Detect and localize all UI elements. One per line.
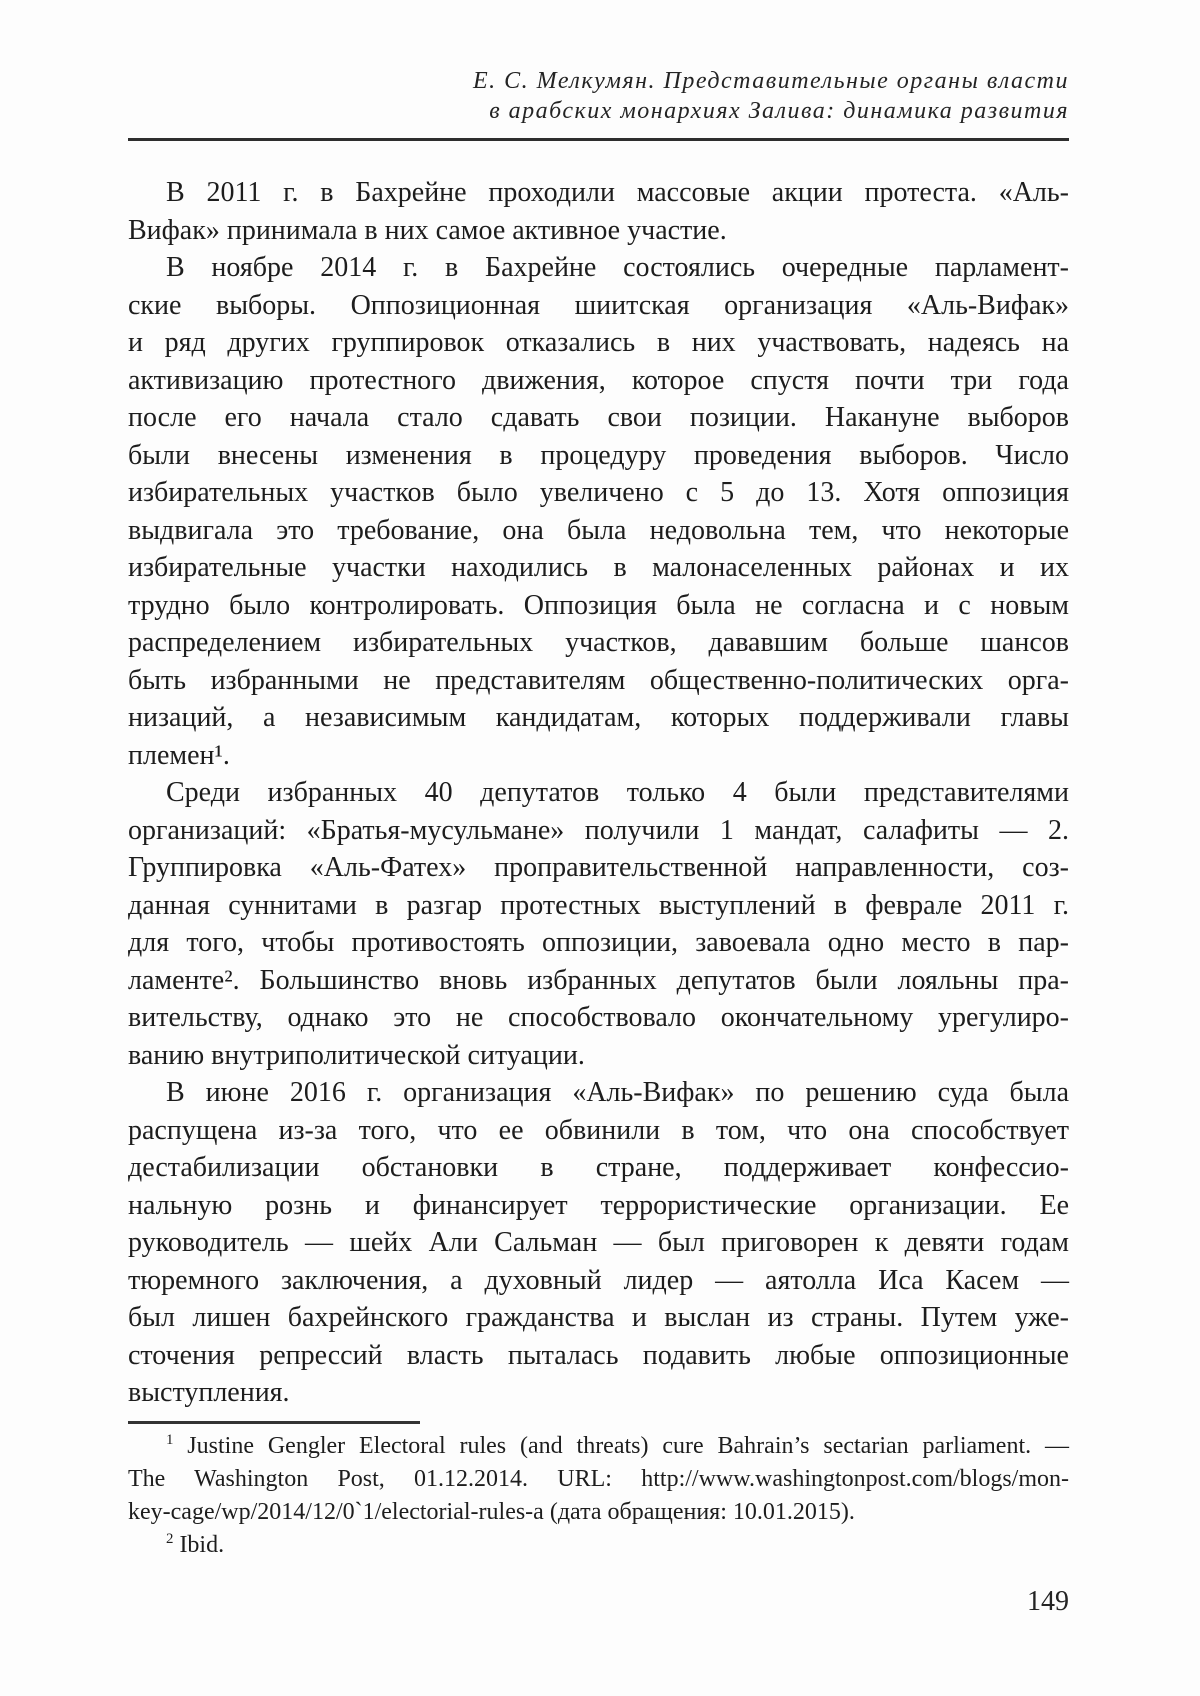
- body-paragraph-4-line-4: нальную рознь и финансирует террористические организации. Ее: [128, 1189, 1069, 1221]
- body-paragraph-2-line-7: избирательных участков было увеличено с 5 до 13. Хотя оппозиция: [128, 477, 1069, 508]
- body-paragraph-2-line-11: распределением избирательных участков, дававшим больше шансов: [128, 627, 1069, 658]
- body-paragraph-4-line-3: дестабилизации обстановки в стране, поддерживает конфессио-: [128, 1152, 1069, 1183]
- body-paragraph-4-line-6: тюремного заключения, а духовный лидер — аятолла Иса Касем —: [128, 1264, 1069, 1296]
- footnote-1-line-3: key-cage/wp/2014/12/0`1/electorial-rules-a (дата обращения: 10.01.2015).: [128, 1499, 855, 1525]
- body-paragraph-3-line-8: ванию внутриполитической ситуации.: [128, 1039, 585, 1071]
- body-paragraph-2-line-9: избирательные участки находились в малонаселенных районах и их: [128, 552, 1069, 583]
- body-paragraph-4-line-8: сточения репрессий власть пыталась подавить любые оппозиционные: [128, 1339, 1069, 1371]
- body-paragraph-2-line-2: ские выборы. Оппозиционная шиитская организация «Аль-Вифак»: [128, 289, 1069, 321]
- body-paragraph-3-line-2: организаций: «Братья-мусульмане» получили 1 мандат, салафиты — 2.: [128, 814, 1069, 846]
- footnote-marker: 1: [166, 1432, 174, 1448]
- body-paragraph-2-line-5: после его начала стало сдавать свои позиции. Накануне выборов: [128, 402, 1069, 433]
- body-paragraph-2-line-1: В ноябре 2014 г. в Бахрейне состоялись очередные парламент-: [166, 252, 1069, 283]
- body-paragraph-2-line-12: быть избранными не представителям общественно-политических орга-: [128, 664, 1069, 696]
- body-paragraph-4-line-9: выступления.: [128, 1377, 290, 1408]
- body-paragraph-3-line-3: Группировка «Аль-Фатех» проправительственной направленности, соз-: [128, 852, 1069, 883]
- footnote-marker: 2: [166, 1531, 174, 1547]
- body-paragraph-3-line-4: данная суннитами в разгар протестных выступлений в феврале 2011 г.: [128, 889, 1069, 921]
- body-paragraph-3-line-7: вительству, однако это не способствовало окончательному урегулиро-: [128, 1002, 1069, 1033]
- body-paragraph-4-line-7: был лишен бахрейнского гражданства и выслан из страны. Путем уже-: [128, 1302, 1069, 1333]
- body-paragraph-2-line-14: племен¹.: [128, 739, 230, 771]
- footnote-separator: [128, 1421, 420, 1424]
- header-rule: [128, 138, 1069, 141]
- running-head-line-2: в арабских монархиях Залива: динамика развития: [489, 98, 1069, 124]
- footnote-1-line-2: The Washington Post, 01.12.2014. URL: http://www.washingtonpost.com/blogs/mon-: [128, 1466, 1069, 1492]
- body-paragraph-1-line-2: Вифак» принимала в них самое активное участие.: [128, 214, 727, 246]
- footnotes: [128, 1430, 1069, 1562]
- body-paragraph-4-line-2: распущена из-за того, что ее обвинили в том, что она способствует: [128, 1114, 1069, 1146]
- running-head-line-1: Е. С. Мелкумян. Представительные органы власти: [473, 68, 1069, 94]
- body-paragraph-2-line-13: низаций, а независимым кандидатам, которых поддерживали главы: [128, 702, 1069, 733]
- body-paragraph-2-line-4: активизацию протестного движения, которое спустя почти три года: [128, 364, 1069, 396]
- body-paragraph-3-line-6: ламенте². Большинство вновь избранных депутатов были лояльны пра-: [128, 964, 1069, 996]
- body-paragraph-2-line-6: были внесены изменения в процедуру проведения выборов. Число: [128, 439, 1069, 471]
- body-paragraph-2-line-8: выдвигала это требование, она была недовольна тем, что некоторые: [128, 514, 1069, 546]
- page-number: 149: [1027, 1586, 1069, 1617]
- footnote-2-line-1: $^2$ Ibid.: [166, 1531, 225, 1558]
- body-paragraph-4-line-5: руководитель — шейх Али Сальман — был приговорен к девяти годам: [128, 1227, 1069, 1258]
- body-paragraph-3-line-1: Среди избранных 40 депутатов только 4 были представителями: [166, 777, 1069, 808]
- body-paragraph-2-line-10: трудно было контролировать. Оппозиция была не согласна и с новым: [128, 589, 1069, 621]
- running-head: [128, 66, 1069, 126]
- body-paragraph-3-line-5: для того, чтобы противостоять оппозиции, завоевала одно место в пар-: [128, 927, 1069, 958]
- body-paragraph-2-line-3: и ряд других группировок отказались в них участвовать, надеясь на: [128, 327, 1069, 358]
- footnote-1-line-1: $^1$ Justine Gengler Electoral rules (and threats) cure Bahrain’s sectarian parliament. —: [166, 1432, 1069, 1459]
- body-paragraph-4-line-1: В июне 2016 г. организация «Аль-Вифак» по решению суда была: [166, 1077, 1069, 1108]
- body-text: [128, 174, 1069, 1412]
- body-paragraph-1-line-1: В 2011 г. в Бахрейне проходили массовые акции протеста. «Аль-: [166, 177, 1069, 208]
